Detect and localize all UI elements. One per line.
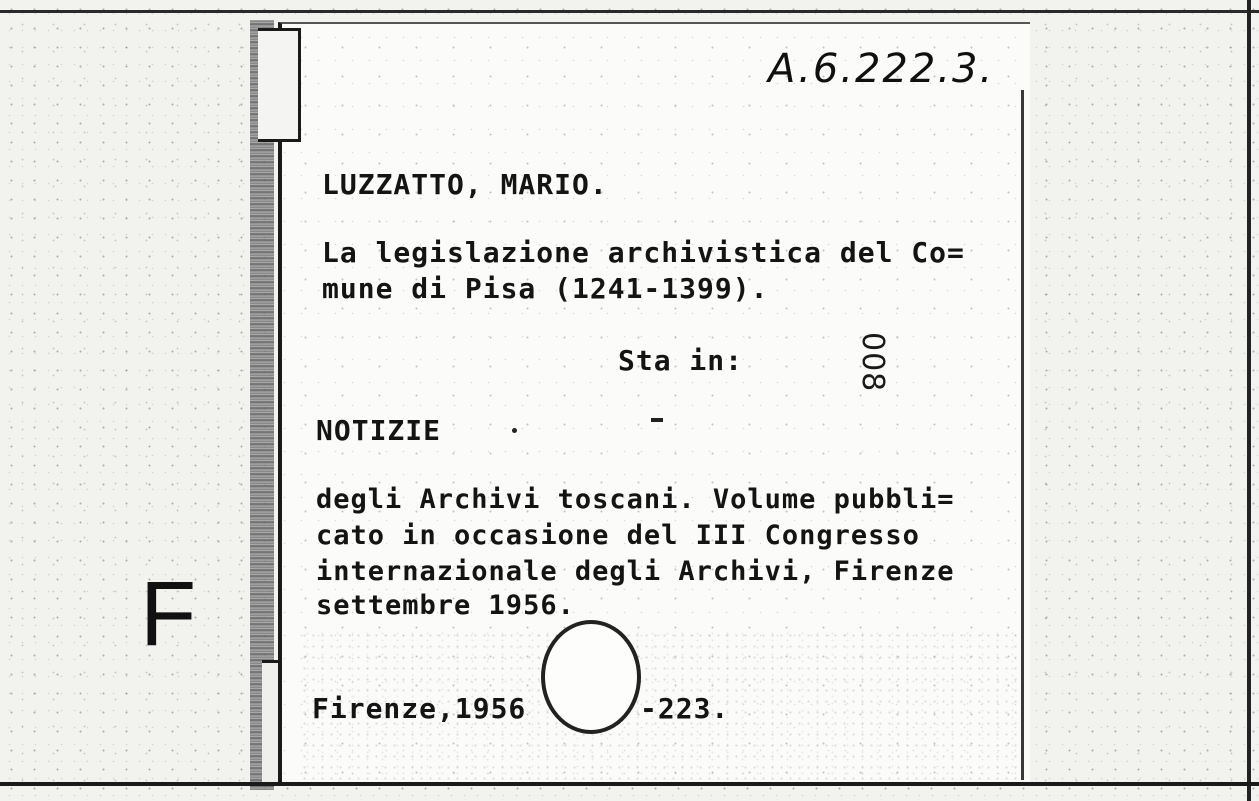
punch-hole	[541, 620, 641, 734]
sta-in-label: Sta in:	[618, 344, 744, 377]
body-line-1: degli Archivi toscani. Volume pubbli=	[316, 484, 955, 515]
stray-dot-mark	[512, 428, 517, 433]
title-line-2: mune di Pisa (1241-1399).	[322, 272, 769, 305]
imprint-line: Firenze,1956	[312, 692, 527, 725]
body-line-3: internazionale degli Archivi, Firenze	[316, 556, 955, 587]
stray-dash-mark	[651, 418, 663, 422]
series-heading: NOTIZIE	[316, 414, 442, 447]
pages-line: -223.	[640, 692, 730, 725]
body-line-2: cato in occasione del III Congresso	[316, 520, 920, 551]
shelf-letter: F	[140, 563, 197, 665]
title-line-1: La legislazione archivistica del Co=	[322, 236, 965, 269]
bottom-edge-rule	[0, 782, 1259, 786]
body-line-4: settembre 1956.	[316, 590, 575, 621]
binding-tab-top	[258, 28, 301, 142]
binding-tab-bottom	[262, 660, 281, 783]
author-line: LUZZATTO, MARIO.	[322, 168, 608, 201]
right-edge-rule	[1247, 0, 1251, 801]
rotated-number: 008	[855, 332, 890, 393]
top-edge-rule	[0, 10, 1259, 13]
call-number: A.6.222.3.	[768, 46, 995, 92]
card-right-edge	[1021, 90, 1024, 780]
